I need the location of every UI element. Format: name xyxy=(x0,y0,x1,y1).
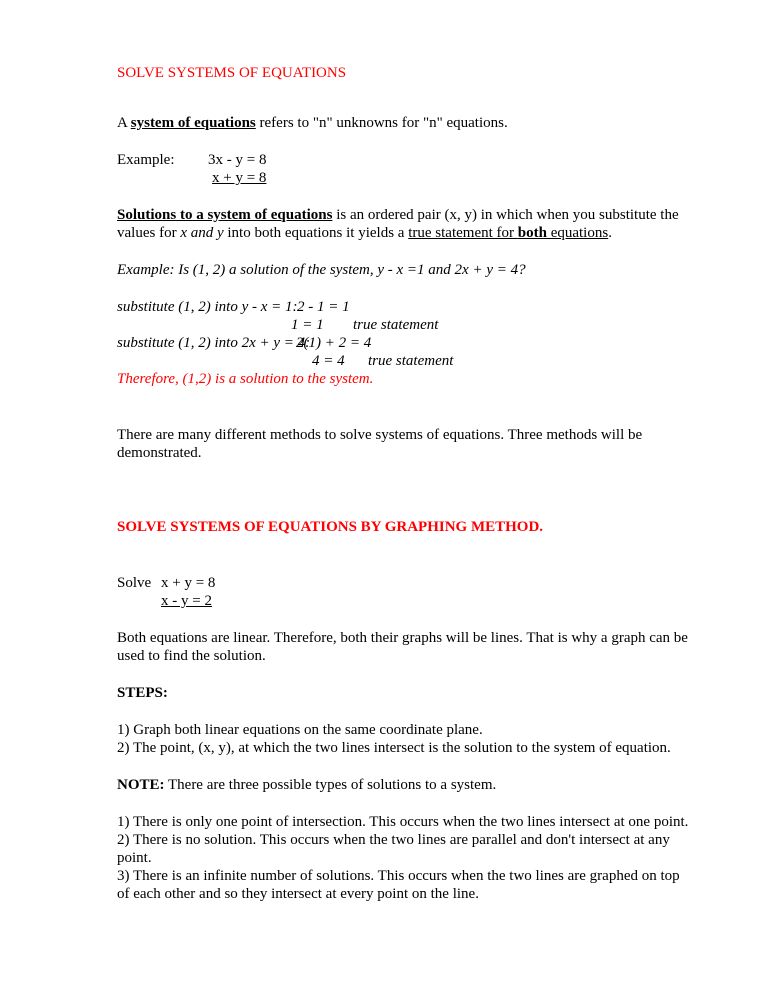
substitution-1-label: substitute (1, 2) into y - x = 1: xyxy=(117,299,298,315)
definition-paragraph: A system of equations refers to "n" unknowns for "n" equations. xyxy=(117,115,508,131)
page-title: SOLVE SYSTEMS OF EQUATIONS xyxy=(117,65,347,81)
note-paragraph: NOTE: There are three possible types of solutions to a system. xyxy=(117,777,497,793)
solution-type-line: 2) There is no solution. This occurs when the two lines are parallel and don't intersect at any xyxy=(117,832,670,848)
linear-paragraph-line-2: used to find the solution. xyxy=(117,648,266,664)
linear-paragraph-line-1: Both equations are linear. Therefore, both their graphs will be lines. That is why a graph can be xyxy=(117,630,688,646)
example-label: Example: xyxy=(117,152,175,168)
term-solutions: Solutions to a system of equations xyxy=(117,207,333,223)
substitution-1-result: 1 = 1 xyxy=(291,317,324,333)
true-statement-1: true statement xyxy=(353,317,439,333)
solutions-paragraph-line-2: values for x and y into both equations it yields a true statement for both equations. xyxy=(117,225,612,241)
example-equation-2: x + y = 8 xyxy=(212,170,267,186)
step-item: 1) Graph both linear equations on the same coordinate plane. xyxy=(117,722,483,738)
methods-paragraph-line-1: There are many different methods to solve systems of equations. Three methods will be xyxy=(117,427,643,443)
solution-type-line: of each other and so they intersect at every point on the line. xyxy=(117,886,479,902)
term-system-of-equations: system of equations xyxy=(130,115,256,131)
substitution-2-label: substitute (1, 2) into 2x + y = 4: xyxy=(117,335,311,351)
substitution-2-equation: 2(1) + 2 = 4 xyxy=(296,335,372,351)
example-equation-1: 3x - y = 8 xyxy=(208,152,267,168)
example-question: Example: Is (1, 2) a solution of the system, y - x =1 and 2x + y = 4? xyxy=(117,262,526,278)
steps-heading: STEPS: xyxy=(117,685,168,701)
substitution-1-equation: 2 - 1 = 1 xyxy=(297,299,350,315)
solutions-paragraph-line-1: Solutions to a system of equations is an ordered pair (x, y) in which when you substitute the xyxy=(117,207,679,223)
solution-type-line: point. xyxy=(117,850,152,866)
conclusion: Therefore, (1,2) is a solution to the system. xyxy=(117,371,374,387)
note-label: NOTE: xyxy=(117,777,165,793)
step-item: 2) The point, (x, y), at which the two lines intersect is the solution to the system of equation. xyxy=(117,740,671,756)
true-statement-2: true statement xyxy=(368,353,454,369)
substitution-2-result: 4 = 4 xyxy=(312,353,345,369)
graphing-method-heading: SOLVE SYSTEMS OF EQUATIONS BY GRAPHING METHOD. xyxy=(117,519,544,535)
solution-type-line: 1) There is only one point of intersection. This occurs when the two lines intersect at one point. xyxy=(117,814,689,830)
solve-equation-2: x - y = 2 xyxy=(161,593,212,609)
solution-type-line: 3) There is an infinite number of solutions. This occurs when the two lines are graphed on top xyxy=(117,868,680,884)
methods-paragraph-line-2: demonstrated. xyxy=(117,445,202,461)
solve-label: Solve xyxy=(117,575,152,591)
solve-equation-1: x + y = 8 xyxy=(161,575,216,591)
